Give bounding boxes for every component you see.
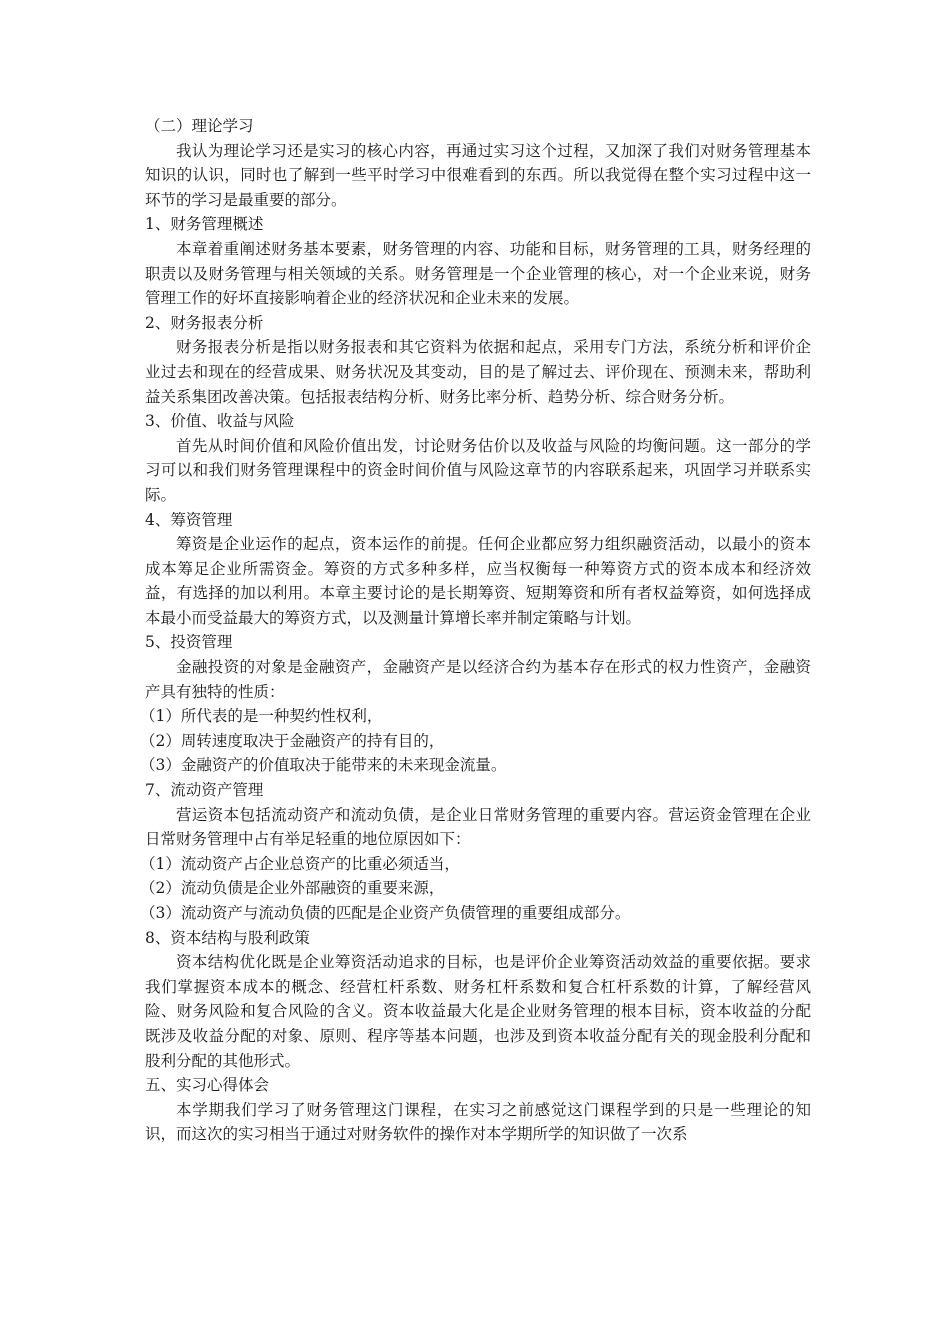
paragraph-overview: 本章着重阐述财务基本要素，财务管理的内容、功能和目标，财务管理的工具，财务经理的职责以及财务管理与相关领域的关系。财务管理是一个企业管理的核心，对一个企业来说，财务管理工作的好坏直接影响着企业的经济状况和企业未来的发展。 bbox=[145, 239, 811, 308]
heading-investment-management: 5、投资管理 bbox=[145, 633, 233, 652]
list-item-investment-2: （2）周转速度取决于金融资产的持有目的， bbox=[140, 731, 445, 750]
paragraph-value-return-risk: 首先从时间价值和风险价值出发，讨论财务估价以及收益与风险的均衡问题。这一部分的学习可以和我们财务管理课程中的资金时间价值与风险这章节的内容联系起来，巩固学习并联系实际。 bbox=[145, 436, 811, 504]
heading-financing-management: 4、筹资管理 bbox=[145, 510, 233, 529]
list-item-investment-1: （1）所代表的是一种契约性权利， bbox=[140, 707, 383, 726]
heading-current-asset-management: 7、流动资产管理 bbox=[145, 781, 264, 800]
paragraph-capital-structure: 资本结构优化既是企业筹资活动追求的目标，也是评价企业筹资活动效益的重要依据。要求我们掌握资本成本的概念、经营杠杆系数、财务杠杆系数和复合杠杆系数的计算，了解经营风险、财务风险和复合风险的含义。资本收益最大化是企业财务管理的根本目标，资本收益的分配既涉及收益分配的对象、原则、程序等基本问题，也涉及到资本收益分配有关的现金股利分配和股利分配的其他形式。 bbox=[145, 953, 811, 1070]
paragraph-investment: 金融投资的对象是金融资产，金融资产是以经济合约为基本存在形式的权力性资产，金融资产具有独特的性质： bbox=[145, 658, 811, 701]
document-page bbox=[140, 114, 811, 1147]
heading-financial-management-overview: 1、财务管理概述 bbox=[145, 215, 264, 234]
paragraph-theory-intro: 我认为理论学习还是实习的核心内容，再通过实习这个过程，又加深了我们对财务管理基本知识的认识，同时也了解到一些平时学习中很难看到的东西。所以我觉得在整个实习过程中这一环节的学习是最重要的部分。 bbox=[145, 141, 811, 209]
heading-value-return-risk: 3、价值、收益与风险 bbox=[145, 412, 295, 431]
paragraph-current-assets: 营运资本包括流动资产和流动负债，是企业日常财务管理的重要内容。营运资金管理在企业日常财务管理中占有举足轻重的地位原因如下： bbox=[145, 805, 811, 849]
list-item-investment-3: （3）金融资产的价值取决于能带来的未来现金流量。 bbox=[140, 756, 507, 775]
heading-capital-structure-dividend: 8、资本结构与股利政策 bbox=[145, 928, 310, 947]
section-heading-theory: （二）理论学习 bbox=[145, 117, 254, 135]
paragraph-statement-analysis: 财务报表分析是指以财务报表和其它资料为依据和起点，采用专门方法，系统分析和评价企业过去和现在的经营成果、财务状况及其变动，目的是了解过去、评价现在、预测未来，帮助利益关系集团改善决策。包括报表结构分析、财务比率分析、趋势分析、综合财务分析。 bbox=[145, 338, 811, 406]
paragraph-financing: 筹资是企业运作的起点，资本运作的前提。任何企业都应努力组织融资活动，以最小的资本成本筹足企业所需资金。筹资的方式多种多样，应当权衡每一种筹资方式的资本成本和经济效益，有选择的加以利用。本章主要讨论的是长期筹资、短期筹资和所有者权益筹资，如何选择成本最小而受益最大的筹资方式，以及测量计算增长率并制定策略与计划。 bbox=[145, 535, 811, 627]
list-item-current-2: （2）流动负债是企业外部融资的重要来源， bbox=[140, 879, 445, 898]
paragraph-reflections: 本学期我们学习了财务管理这门课程，在实习之前感觉这门课程学到的只是一些理论的知识，而这次的实习相当于通过对财务软件的操作对本学期所学的知识做了一次系 bbox=[145, 1100, 811, 1144]
list-item-current-3: （3）流动资产与流动负债的匹配是企业资产负债管理的重要组成部分。 bbox=[140, 904, 631, 922]
list-item-current-1: （1）流动资产占企业总资产的比重必须适当， bbox=[140, 854, 460, 873]
section-heading-reflections: 五、实习心得体会 bbox=[145, 1076, 270, 1095]
heading-financial-statement-analysis: 2、财务报表分析 bbox=[145, 313, 264, 332]
